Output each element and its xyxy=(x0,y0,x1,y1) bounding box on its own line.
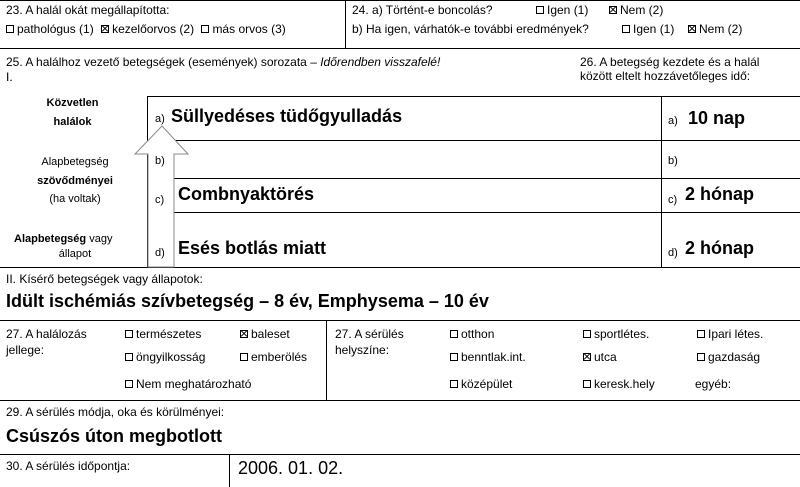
s30-value[interactable]: 2006. 01. 02. xyxy=(238,458,344,478)
row-a-time-letter: a) xyxy=(668,115,678,127)
row-d-letter: d) xyxy=(155,247,165,259)
label-szov-2: szövődményei xyxy=(37,175,113,187)
divider-27-29 xyxy=(0,400,800,401)
s27b-title-1: 27. A sérülés xyxy=(335,327,404,341)
s27-checkbox-nem-meghatarozhato[interactable] xyxy=(125,380,133,388)
row-c-cause[interactable]: Combnyaktörés xyxy=(178,184,315,204)
s23-checkbox-pathologus[interactable] xyxy=(6,25,14,33)
s27-option-termeszetes[interactable]: természetes xyxy=(125,327,201,341)
label-kozvetlen-1: Közvetlen xyxy=(46,97,99,109)
s24b-yes[interactable]: Igen (1) xyxy=(622,22,674,36)
s27b-option-utca[interactable]: utca xyxy=(583,350,617,364)
row-d-time[interactable]: 2 hónap xyxy=(685,238,755,258)
s24-question-a: 24. a) Történt-e boncolás? xyxy=(352,3,493,17)
s27b-checkbox-keresk[interactable] xyxy=(583,380,591,388)
s27b-option-keresk[interactable]: keresk.hely xyxy=(583,377,655,391)
s27b-option-kozepulet[interactable]: középület xyxy=(450,377,512,391)
s27-checkbox-emberoles[interactable] xyxy=(240,353,248,361)
s27b-checkbox-kozepulet[interactable] xyxy=(450,380,458,388)
s-ii-title: II. Kísérő betegségek vagy állapotok: xyxy=(6,272,203,286)
divider-27-27b xyxy=(326,320,327,400)
s27-option-nem-meghatarozhato[interactable]: Nem meghatározható xyxy=(125,377,251,391)
s27b-checkbox-utca[interactable] xyxy=(583,353,591,361)
row-a-cause[interactable]: Süllyedéses tüdőgyulladás xyxy=(171,106,403,126)
s27-title-2: jellege: xyxy=(6,343,45,357)
divider-30-value xyxy=(229,454,230,487)
s27b-checkbox-benntlak[interactable] xyxy=(450,353,458,361)
s26-title-2: között eltelt hozzávetőleges idő: xyxy=(580,69,751,83)
s26-title-1: 26. A betegség kezdete és a halál xyxy=(580,55,760,69)
row-d-time-letter: d) xyxy=(668,247,678,259)
row-b-letter: b) xyxy=(155,155,165,167)
s24b-no-checkbox[interactable] xyxy=(688,25,696,33)
s23-option-pathologus[interactable]: pathológus (1) xyxy=(6,22,94,36)
s27-checkbox-ongyilkossag[interactable] xyxy=(125,353,133,361)
divider-cause-time xyxy=(661,96,662,267)
s27-option-ongyilkossag[interactable]: öngyilkosság xyxy=(125,350,205,364)
row-d-cause[interactable]: Esés botlás miatt xyxy=(178,238,327,258)
s23-title: 23. A halál okát megállapította: xyxy=(6,3,170,17)
divider-24-25 xyxy=(0,48,800,49)
s27-checkbox-baleset[interactable] xyxy=(240,330,248,338)
row-b-bottom xyxy=(147,178,800,179)
s27b-option-ipari[interactable]: Ipari létes. xyxy=(697,327,763,341)
s30-title: 30. A sérülés időpontja: xyxy=(6,459,131,473)
divider-ii-27 xyxy=(0,320,800,321)
label-kozvetlen-2: halálok xyxy=(53,116,92,128)
s24a-no[interactable]: Nem (2) xyxy=(609,3,663,17)
s25-title: 25. A halálhoz vezető betegségek (események) sorozata – Időrendben visszafelé! xyxy=(6,55,441,69)
s25-roman-i: I. xyxy=(6,70,13,84)
row-a-top xyxy=(147,96,800,97)
label-szov-3: (ha voltak) xyxy=(49,193,101,205)
s29-value[interactable]: Csúszós úton megbotlott xyxy=(6,426,222,446)
s27-checkbox-termeszetes[interactable] xyxy=(125,330,133,338)
s27-option-baleset[interactable]: baleset xyxy=(240,327,290,341)
row-a-time[interactable]: 10 nap xyxy=(688,108,746,128)
row-a-letter: a) xyxy=(155,113,165,125)
s27b-title-2: helyszíne: xyxy=(335,343,390,357)
s27b-option-otthon[interactable]: otthon xyxy=(450,327,494,341)
s23-options xyxy=(6,22,286,36)
label-alap-3: állapot xyxy=(58,248,92,260)
s29-title: 29. A sérülés módja, oka és körülményei: xyxy=(6,405,225,419)
row-a-bottom xyxy=(147,140,800,141)
label-szov-1: Alapbetegség xyxy=(41,156,109,168)
s27b-checkbox-otthon[interactable] xyxy=(450,330,458,338)
divider-29-30 xyxy=(0,454,800,455)
s23-option-mas-orvos[interactable]: más orvos (3) xyxy=(201,22,285,36)
label-alap-line-1: Alapbetegség vagy xyxy=(14,233,113,245)
row-b-time-letter: b) xyxy=(668,155,678,167)
border-top xyxy=(0,0,800,1)
s23-option-kezeloorvos[interactable]: kezelőorvos (2) xyxy=(101,22,194,36)
row-c-time-letter: c) xyxy=(668,194,678,206)
divider-25-ii xyxy=(0,267,800,268)
s27b-other-label: egyéb: xyxy=(695,377,732,391)
s27b-option-gazdasag[interactable]: gazdaság xyxy=(697,350,760,364)
s23-checkbox-kezeloorvos[interactable] xyxy=(101,25,109,33)
s24a-yes-checkbox[interactable] xyxy=(536,6,544,14)
s24a-yes[interactable]: Igen (1) xyxy=(536,3,588,17)
s27b-option-benntlak[interactable]: benntlak.int. xyxy=(450,350,526,364)
s24-question-b: b) Ha igen, várhatók-e további eredmények? xyxy=(352,22,589,36)
s27-title-1: 27. A halálozás xyxy=(6,327,87,341)
s24b-yes-checkbox[interactable] xyxy=(622,25,630,33)
row-c-time[interactable]: 2 hónap xyxy=(685,184,755,204)
s24a-no-checkbox[interactable] xyxy=(609,6,617,14)
divider-23-24 xyxy=(345,0,346,48)
s27b-checkbox-ipari[interactable] xyxy=(697,330,705,338)
s27b-option-sportletes[interactable]: sportlétes. xyxy=(583,327,649,341)
s-ii-value[interactable]: Idült ischémiás szívbetegség – 8 év, Emphysema – 10 év xyxy=(6,291,489,311)
row-c-bottom xyxy=(147,212,800,213)
row-c-letter: c) xyxy=(155,194,165,206)
s23-checkbox-mas-orvos[interactable] xyxy=(201,25,209,33)
s27b-checkbox-sportletes[interactable] xyxy=(583,330,591,338)
s24b-no[interactable]: Nem (2) xyxy=(688,22,742,36)
s27-option-emberoles[interactable]: emberölés xyxy=(240,350,307,364)
s27b-checkbox-gazdasag[interactable] xyxy=(697,353,705,361)
